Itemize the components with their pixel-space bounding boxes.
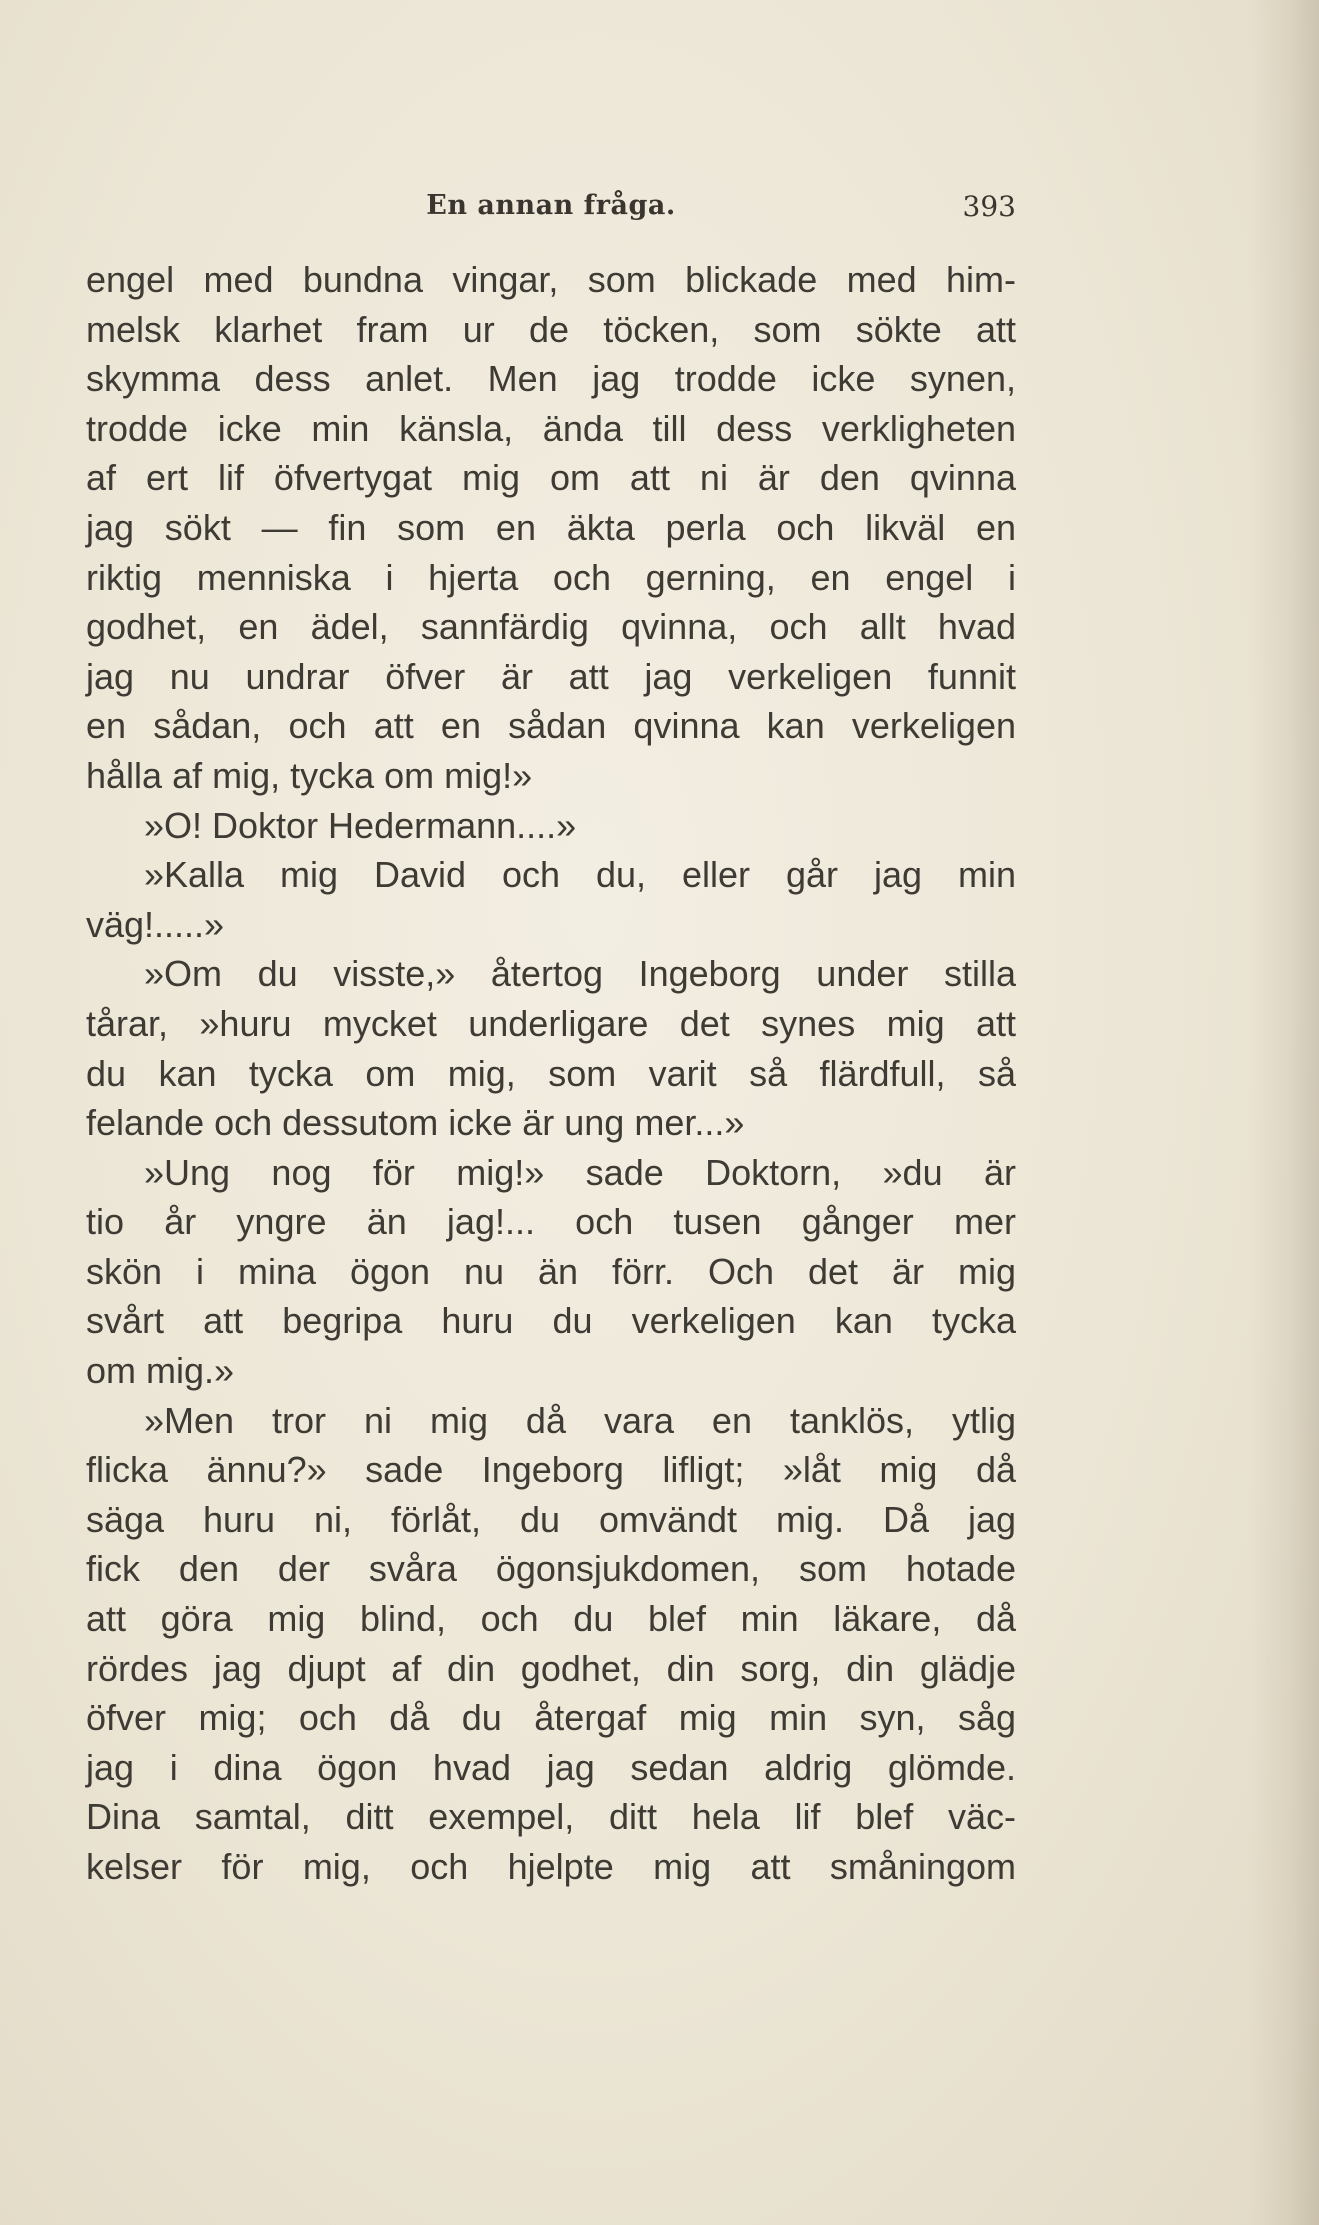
text-line: jag sökt — fin som en äkta perla och likväl en: [86, 506, 1016, 548]
page-number: 393: [962, 190, 1016, 223]
text-line: skymma dess anlet. Men jag trodde icke synen,: [86, 358, 1016, 400]
text-line: »O! Doktor Hedermann....»: [144, 804, 577, 846]
text-line: fick den der svåra ögonsjukdomen, som hotade: [86, 1548, 1016, 1590]
text-line: rördes jag djupt af din godhet, din sorg, din glädje: [86, 1647, 1016, 1689]
body-text: [86, 255, 1016, 1892]
text-line: kelser för mig, och hjelpte mig att småningom: [86, 1846, 1016, 1887]
text-line: skön i mina ögon nu än förr. Och det är mig: [86, 1250, 1016, 1292]
text-line: jag i dina ögon hvad jag sedan aldrig glömde.: [86, 1746, 1016, 1788]
text-line: riktig menniska i hjerta och gerning, en engel i: [86, 556, 1016, 598]
text-line: väg!.....»: [86, 903, 225, 945]
text-line: felande och dessutom icke är ung mer...»: [86, 1102, 745, 1144]
text-line: svårt att begripa huru du verkeligen kan tycka: [86, 1300, 1016, 1342]
text-line: »Om du visste,» återtog Ingeborg under stilla: [144, 953, 1016, 995]
text-line: »Ung nog för mig!» sade Doktorn, »du är: [144, 1151, 1016, 1193]
text-line: Dina samtal, ditt exempel, ditt hela lif blef väc-: [86, 1796, 1016, 1838]
text-line: »Kalla mig David och du, eller går jag min: [144, 854, 1016, 896]
text-line: om mig.»: [86, 1350, 235, 1392]
text-line: att göra mig blind, och du blef min läkare, då: [86, 1598, 1016, 1640]
text-line: säga huru ni, förlåt, du omvändt mig. Då jag: [86, 1498, 1016, 1540]
text-line: hålla af mig, tycka om mig!»: [86, 754, 533, 796]
page-header: [86, 190, 1016, 234]
text-line: flicka ännu?» sade Ingeborg lifligt; »låt mig då: [86, 1449, 1016, 1491]
text-line: »Men tror ni mig då vara en tanklös, ytlig: [144, 1399, 1016, 1441]
text-line: engel med bundna vingar, som blickade med him-: [86, 259, 1016, 300]
text-line: tårar, »huru mycket underligare det synes mig att: [86, 1002, 1016, 1044]
text-line: du kan tycka om mig, som varit så flärdfull, så: [86, 1052, 1016, 1094]
text-line: trodde icke min känsla, ända till dess verkligheten: [86, 407, 1016, 449]
text-line: en sådan, och att en sådan qvinna kan verkeligen: [86, 705, 1016, 747]
text-line: öfver mig; och då du återgaf mig min syn, såg: [86, 1697, 1016, 1739]
text-line: godhet, en ädel, sannfärdig qvinna, och allt hvad: [86, 606, 1016, 648]
text-line: tio år yngre än jag!... och tusen gånger mer: [86, 1201, 1016, 1243]
text-line: af ert lif öfvertygat mig om att ni är den qvinna: [86, 457, 1016, 499]
text-line: melsk klarhet fram ur de töcken, som sökte att: [86, 308, 1016, 350]
page-edge-shadow: [1249, 0, 1319, 2225]
running-title: En annan fråga.: [426, 190, 676, 221]
text-line: jag nu undrar öfver är att jag verkeligen funnit: [86, 655, 1016, 697]
